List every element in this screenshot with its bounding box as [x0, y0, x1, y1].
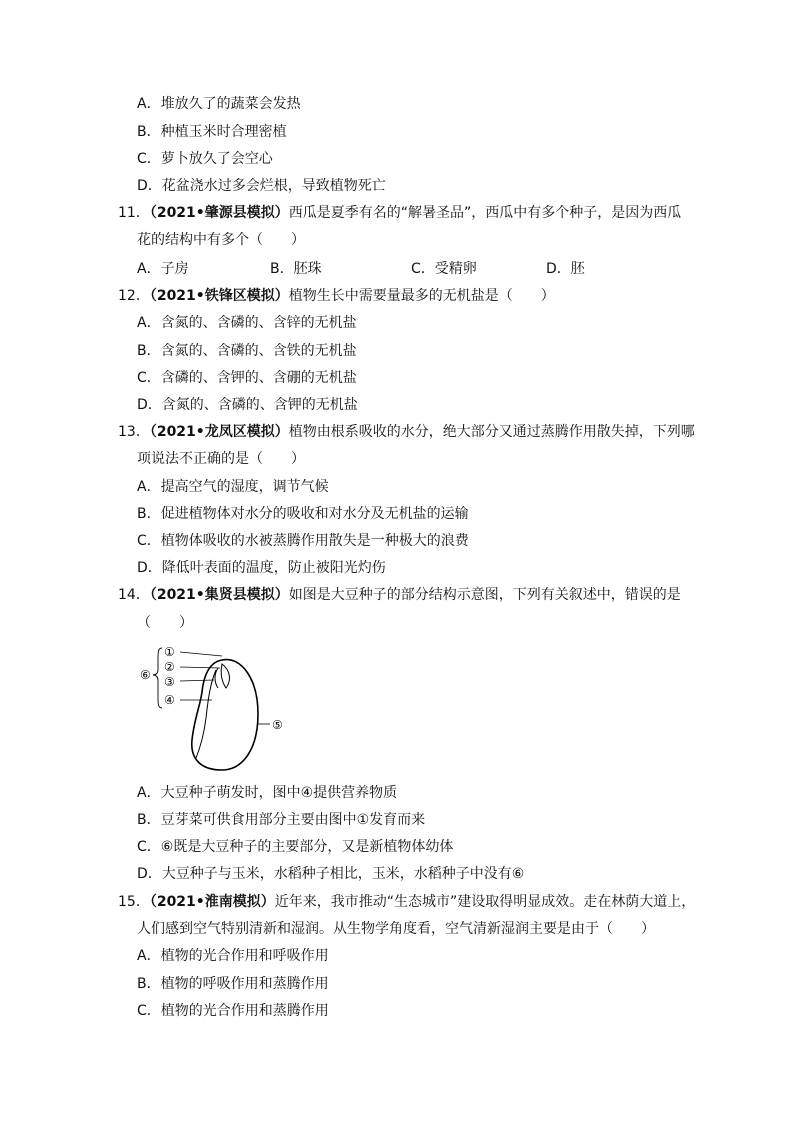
label-2: ②: [164, 660, 175, 674]
q11-option-c: C．受精卵: [411, 261, 477, 277]
q14-stem: [118, 585, 681, 605]
q10-option-b: B．种植玉米时合理密植: [137, 124, 287, 140]
q13-text-line1: 植物由根系吸收的水分，绝大部分又通过蒸腾作用散失掉，下列哪: [288, 424, 695, 440]
q12-option-b: B．含氮的、含磷的、含铁的无机盐: [137, 343, 357, 359]
q12-stem: [118, 286, 555, 306]
q15-text-line1: 近年来，我市推动“生态城市”建设取得明显成效。走在林荫大道上，: [274, 894, 696, 910]
q11-option-b: B．胚珠: [270, 261, 322, 277]
q14-option-a: A．大豆种子萌发时，图中④提供营养物质: [137, 785, 398, 801]
seed-outline: [192, 660, 258, 770]
q12-source: （2021•铁锋区模拟）: [149, 288, 289, 304]
q13-text-line2: 项说法不正确的是（ ）: [137, 451, 305, 467]
label-4: ④: [164, 693, 175, 707]
q11-stem: [118, 203, 681, 223]
q15-option-c: C．植物的光合作用和蒸腾作用: [137, 1003, 329, 1019]
q13-option-a: A．提高空气的湿度，调节气候: [137, 479, 329, 495]
q12-option-c: C．含磷的、含钾的、含硼的无机盐: [137, 370, 357, 386]
plumule: [221, 664, 229, 688]
q15-stem: [118, 892, 695, 912]
q12-option-a: A．含氮的、含磷的、含锌的无机盐: [137, 315, 357, 331]
q13-number: 13．: [118, 424, 150, 440]
q14-source: （2021•集贤县模拟）: [149, 587, 289, 603]
q11-option-a: A．子房: [137, 261, 189, 277]
q13-stem: [118, 422, 695, 442]
q10-option-d: D．花盆浇水过多会烂根，导致植物死亡: [137, 178, 386, 194]
q15-source: （2021•淮南模拟）: [149, 894, 275, 910]
q14-number: 14．: [118, 587, 150, 603]
q15-option-b: B．植物的呼吸作用和蒸腾作用: [137, 976, 329, 992]
q12-option-d: D．含氮的、含磷的、含钾的无机盐: [137, 397, 358, 413]
q13-option-c: C．植物体吸收的水被蒸腾作用散失是一种极大的浪费: [137, 533, 469, 549]
label-1: ①: [164, 645, 175, 659]
q11-source: （2021•肇源县模拟）: [149, 205, 289, 221]
soybean-seed-diagram: [140, 640, 300, 772]
q11-text-line2: 花的结构中有多个（ ）: [137, 232, 305, 248]
q12-text-line1: 植物生长中需要量最多的无机盐是（ ）: [288, 288, 555, 304]
q14-option-b: B．豆芽菜可供食用部分主要由图中①发育而来: [137, 812, 426, 828]
q14-text-line2: （ ）: [137, 615, 193, 631]
q14-option-c: C．⑥既是大豆种子的主要部分，又是新植物体幼体: [137, 839, 454, 855]
q14-text-line1: 如图是大豆种子的部分结构示意图，下列有关叙述中，错误的是: [288, 587, 681, 603]
q10-option-a: A．堆放久了的蔬菜会发热: [137, 96, 301, 112]
q11-option-d: D．胚: [546, 261, 585, 277]
q15-number: 15．: [118, 894, 150, 910]
label-3: ③: [164, 675, 175, 689]
q11-number: 11．: [118, 205, 150, 221]
q12-number: 12．: [118, 288, 150, 304]
q14-option-d: D．大豆种子与玉米，水稻种子相比，玉米，水稻种子中没有⑥: [137, 866, 525, 882]
q13-source: （2021•龙凤区模拟）: [149, 424, 289, 440]
embryo-axis: [196, 670, 216, 758]
q13-option-d: D．降低叶表面的温度，防止被阳光灼伤: [137, 560, 386, 576]
q11-text-line1: 西瓜是夏季有名的“解暑圣品”，西瓜中有多个种子，是因为西瓜: [288, 205, 682, 221]
q15-option-a: A．植物的光合作用和呼吸作用: [137, 948, 329, 964]
label-5: ⑤: [272, 718, 283, 732]
q10-option-c: C．萝卜放久了会空心: [137, 151, 273, 167]
q15-text-line2: 人们感到空气特别清新和湿润。从生物学角度看，空气清新湿润主要是由于（ ）: [137, 921, 655, 937]
brace: [153, 648, 162, 708]
label-6: ⑥: [140, 668, 151, 682]
q13-option-b: B．促进植物体对水分的吸收和对水分及无机盐的运输: [137, 506, 469, 522]
